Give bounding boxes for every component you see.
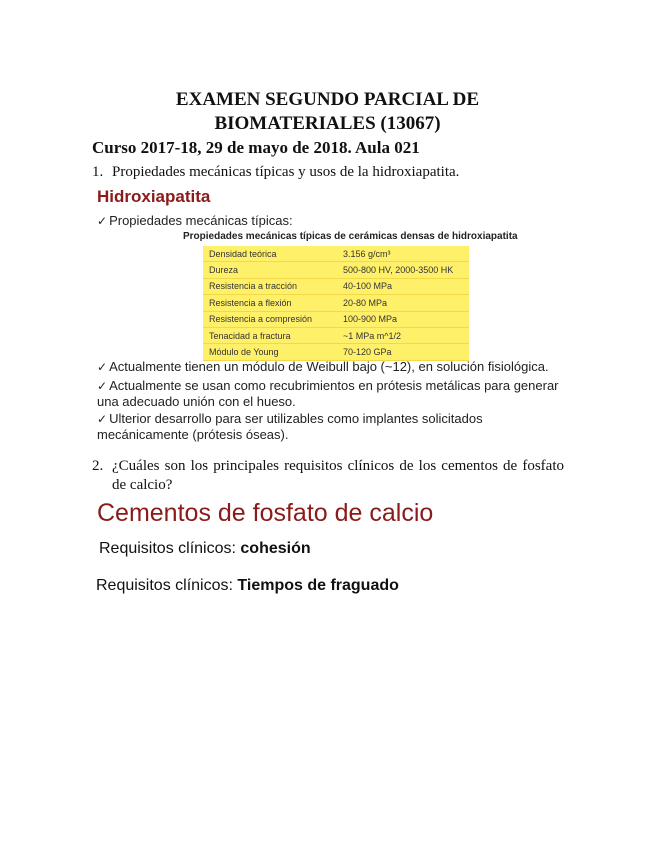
requirement-cohesion	[99, 540, 311, 558]
bullet-weibull	[97, 359, 549, 375]
exam-title-line1: EXAMEN SEGUNDO PARCIAL DE	[175, 89, 480, 110]
question-1-text: Propiedades mecánicas típicas y usos de la hidroxiapatita.	[112, 164, 460, 180]
question-1-number: 1.	[92, 164, 104, 180]
mechanical-properties-intro	[97, 213, 293, 229]
value-cell: ~1 MPa m^1/2	[337, 327, 469, 343]
value-cell: 500-800 HV, 2000-3500 HK	[337, 262, 469, 278]
bullet-coatings	[97, 378, 567, 410]
question-2-number: 2.	[92, 458, 104, 474]
bullet-text: Actualmente se usan como recubrimientos en prótesis metálicas para generar una adecuado unión con el hueso.	[97, 378, 559, 409]
table-row	[203, 295, 469, 311]
property-cell: Densidad teórica	[203, 246, 337, 262]
table-row	[203, 278, 469, 294]
property-cell: Resistencia a flexión	[203, 295, 337, 311]
hydroxyapatite-heading: Hidroxiapatita	[97, 187, 211, 206]
table-row	[203, 327, 469, 343]
bullet-development	[97, 411, 567, 443]
exam-title-line2: BIOMATERIALES (13067)	[214, 113, 441, 134]
value-cell: 100-900 MPa	[337, 311, 469, 327]
cements-heading: Cementos de fosfato de calcio	[97, 499, 434, 527]
requirement-label: Requisitos clínicos:	[99, 540, 241, 557]
value-cell: 40-100 MPa	[337, 278, 469, 294]
value-cell: 70-120 GPa	[337, 344, 469, 360]
properties-table-title: Propiedades mecánicas típicas de cerámicas densas de hidroxiapatita	[183, 231, 518, 242]
table-row	[203, 246, 469, 262]
course-info: Curso 2017-18, 29 de mayo de 2018. Aula 021	[92, 138, 420, 157]
table-row	[203, 311, 469, 327]
intro-text: Propiedades mecánicas típicas:	[109, 213, 293, 228]
requirement-setting-time	[96, 577, 399, 595]
check-icon: ✓	[97, 360, 108, 374]
table-row	[203, 344, 469, 360]
property-cell: Resistencia a compresión	[203, 311, 337, 327]
requirement-value: Tiempos de fraguado	[237, 577, 399, 594]
property-cell: Resistencia a tracción	[203, 278, 337, 294]
value-cell: 20-80 MPa	[337, 295, 469, 311]
property-cell: Módulo de Young	[203, 344, 337, 360]
question-2	[92, 457, 564, 495]
check-icon: ✓	[97, 214, 108, 228]
check-icon: ✓	[97, 412, 108, 426]
value-cell: 3.156 g/cm³	[337, 246, 469, 262]
requirement-value: cohesión	[240, 540, 311, 557]
question-2-text: ¿Cuáles son los principales requisitos clínicos de los cementos de fosfato de calcio?	[112, 458, 564, 493]
properties-table	[203, 246, 469, 361]
property-cell: Dureza	[203, 262, 337, 278]
bullet-text: Ulterior desarrollo para ser utilizables como implantes solicitados mecánicamente (prótesis óseas).	[97, 411, 483, 442]
bullet-text: Actualmente tienen un módulo de Weibull bajo (~12), en solución fisiológica.	[109, 359, 549, 374]
question-1	[92, 163, 572, 182]
requirement-label: Requisitos clínicos:	[96, 577, 238, 594]
table-row	[203, 262, 469, 278]
property-cell: Tenacidad a fractura	[203, 327, 337, 343]
check-icon: ✓	[97, 379, 108, 393]
exam-title	[0, 88, 655, 136]
